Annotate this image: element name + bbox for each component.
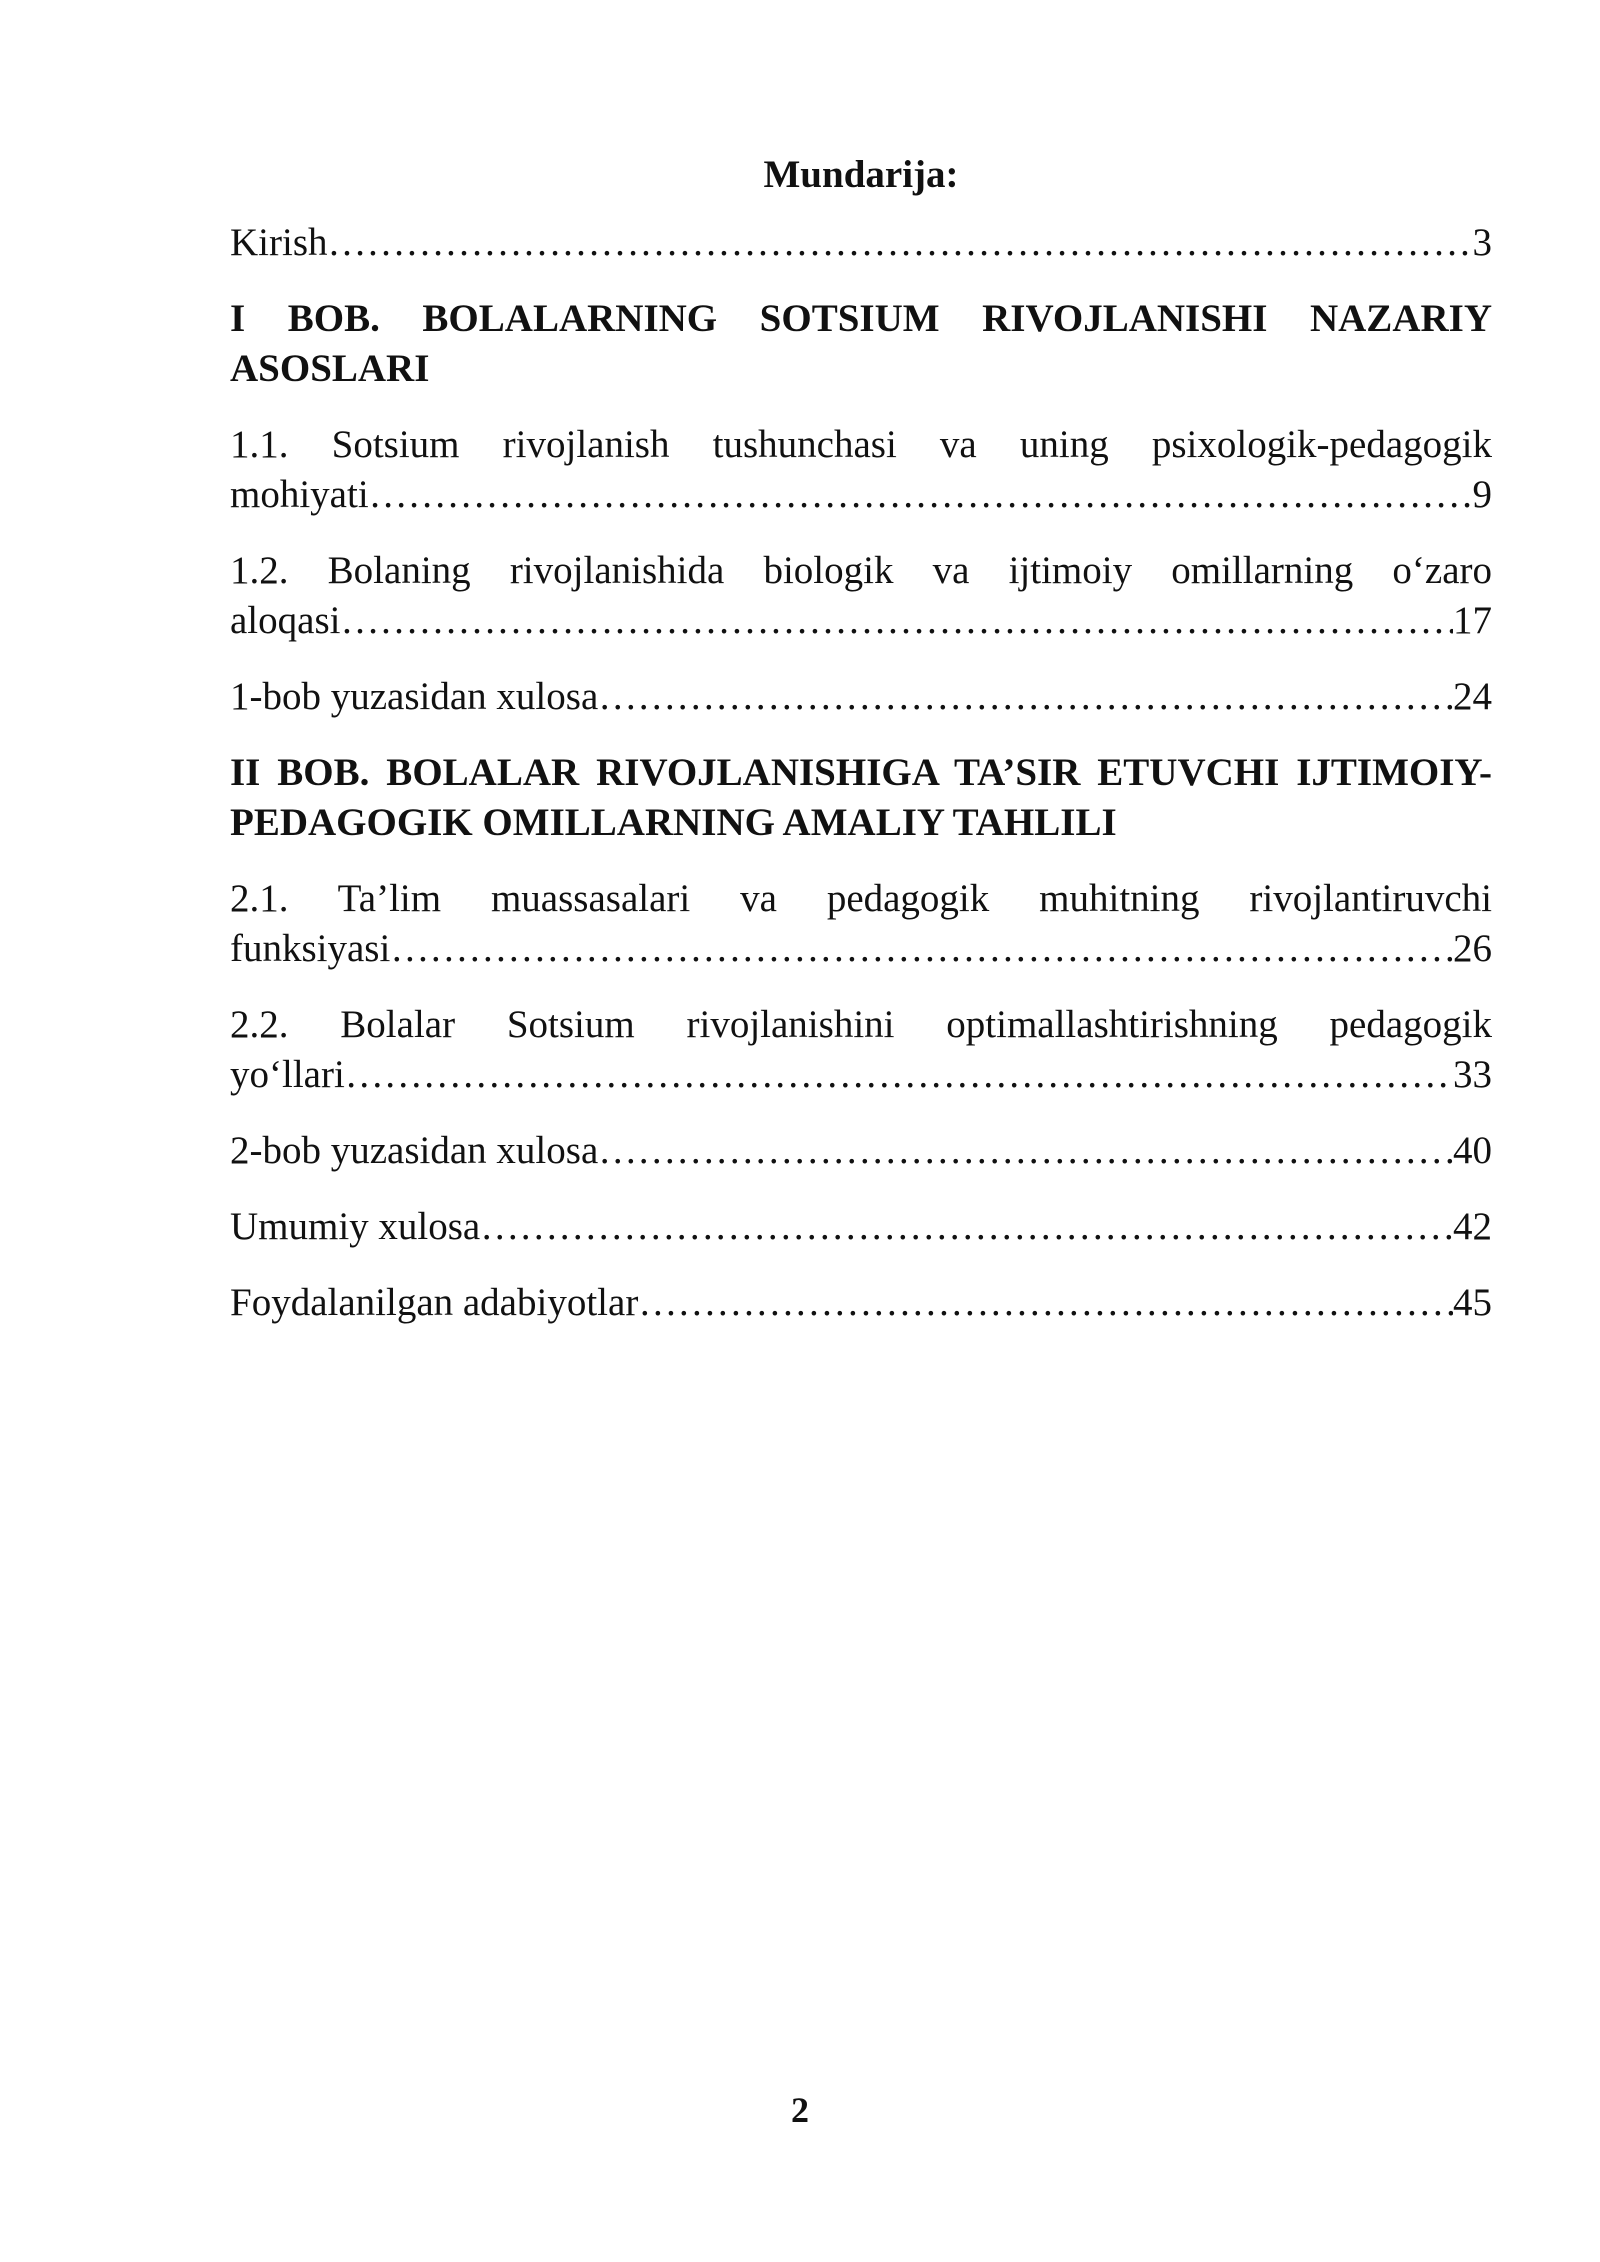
dot-leader (598, 672, 1453, 722)
toc-entry-page: 26 (1453, 927, 1492, 970)
dot-leader (328, 218, 1473, 268)
toc-entry-1-1 (230, 420, 1492, 520)
toc-entry-text: 1.1. Sotsium rivojlanish tushunchasi va uning psixologik-pedagogik (230, 423, 1492, 466)
toc-entry-label: aloqasi (230, 599, 341, 642)
toc-entry-text: 2.1. Ta’lim muassasalari va pedagogik muhitning rivojlantiruvchi (230, 877, 1492, 920)
toc-entry-2-1 (230, 874, 1492, 974)
toc-entry-label: 2-bob yuzasidan xulosa (230, 1129, 599, 1172)
toc-entry-page: 9 (1472, 473, 1492, 516)
toc-entry-label: Foydalanilgan adabiyotlar (230, 1281, 639, 1324)
table-of-contents (230, 150, 1492, 1354)
toc-entry-page: 3 (1472, 221, 1492, 264)
chapter-1-heading: I BOB. BOLALARNING SOTSIUM RIVOJLANISHI NAZARIY ASOSLARI (230, 297, 1492, 390)
dot-leader (480, 1202, 1453, 1252)
toc-entry-page: 17 (1453, 599, 1492, 642)
dot-leader (638, 1278, 1453, 1328)
toc-entry-intro (230, 218, 1492, 268)
toc-entry-conclusion (230, 1202, 1492, 1252)
toc-entry-text: 1.2. Bolaning rivojlanishida biologik va ijtimoiy omillarning o‘zaro (230, 549, 1492, 592)
toc-entry-label: funksiyasi (230, 927, 391, 970)
toc-entry-page: 40 (1453, 1129, 1492, 1172)
toc-entry-references (230, 1278, 1492, 1328)
toc-entry-text: 2.2. Bolalar Sotsium rivojlanishini optimallashtirishning pedagogik (230, 1003, 1492, 1046)
toc-entry-label: 1-bob yuzasidan xulosa (230, 675, 599, 718)
toc-entry-2-2 (230, 1000, 1492, 1100)
toc-entry-page: 42 (1453, 1205, 1492, 1248)
toc-entry-1-2 (230, 546, 1492, 646)
dot-leader (390, 924, 1453, 974)
dot-leader (340, 596, 1453, 646)
toc-entry-chapter-2-summary (230, 1126, 1492, 1176)
page-number: 2 (791, 2090, 809, 2130)
toc-entry-page: 33 (1453, 1053, 1492, 1096)
toc-entry-chapter-1-summary (230, 672, 1492, 722)
toc-entry-label: mohiyati (230, 473, 369, 516)
toc-entry-label: Kirish (230, 221, 328, 264)
toc-entry-label: yo‘llari (230, 1053, 345, 1096)
dot-leader (369, 470, 1473, 520)
dot-leader (345, 1050, 1453, 1100)
dot-leader (598, 1126, 1453, 1176)
toc-entry-page: 45 (1453, 1281, 1492, 1324)
toc-title: Mundarija: (763, 153, 959, 196)
toc-entry-label: Umumiy xulosa (230, 1205, 481, 1248)
chapter-2-heading: II BOB. BOLALAR RIVOJLANISHIGA TA’SIR ETUVCHI IJTIMOIY- PEDAGOGIK OMILLARNING AMALIY TAHLILI (230, 751, 1492, 844)
toc-entry-page: 24 (1453, 675, 1492, 718)
